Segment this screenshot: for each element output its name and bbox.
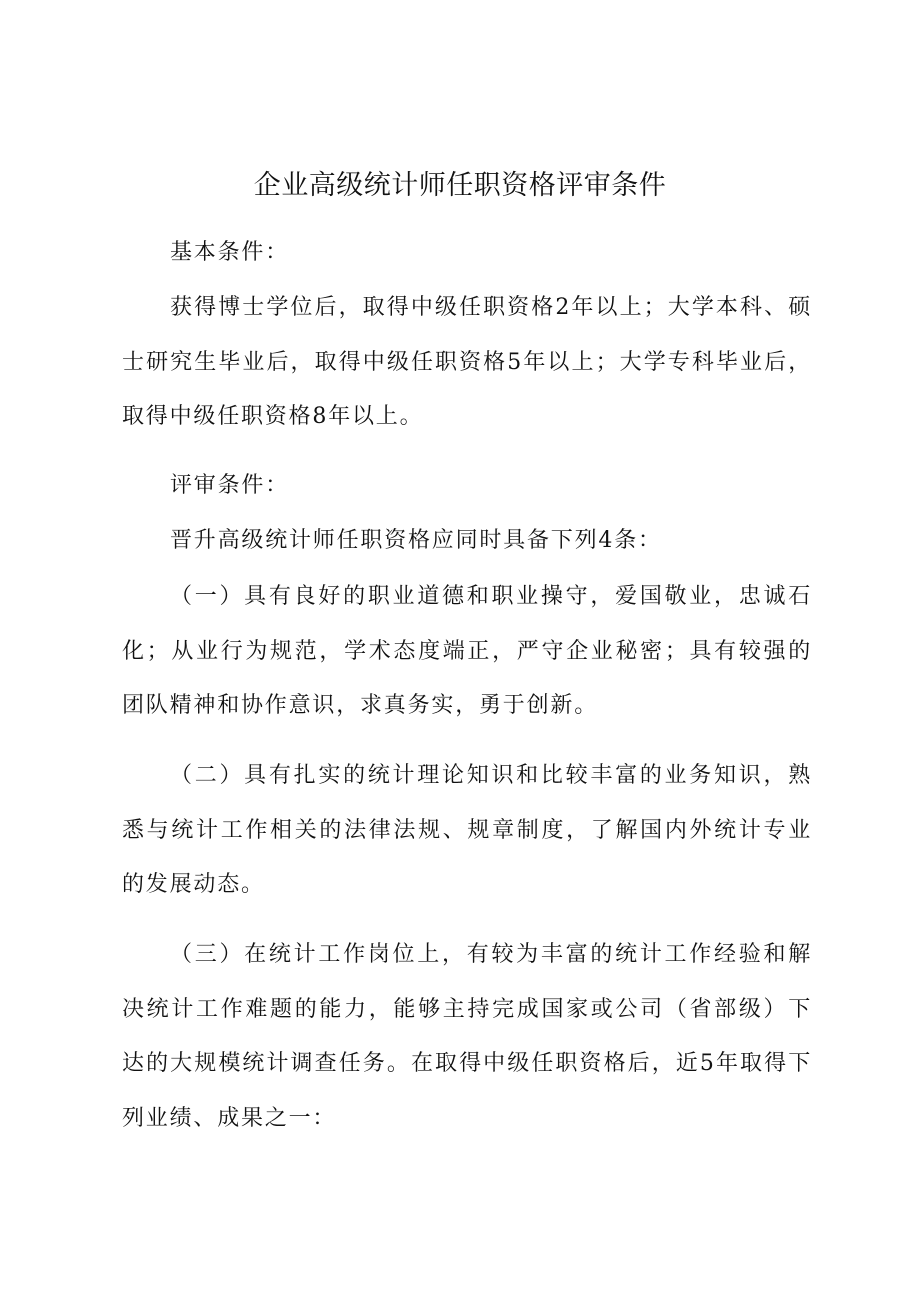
paragraph-review-intro: 晋升高级统计师任职资格应同时具备下列4条： [170, 528, 662, 553]
paragraph-condition-1: （一）具有良好的职业道德和职业操守，爱国敬业，忠诚石化；从业行为规范，学术态度端正，严守企业秘密；具有较强的团队精神和协作意识，求真务实，勇于创新。 [122, 584, 812, 718]
paragraph-condition-2: （二）具有扎实的统计理论知识和比较丰富的业务知识，熟悉与统计工作相关的法律法规、规章制度，了解国内外统计专业的发展动态。 [122, 763, 812, 897]
paragraph-condition-3: （三）在统计工作岗位上，有较为丰富的统计工作经验和解决统计工作难题的能力，能够主持完成国家或公司（省部级）下达的大规模统计调查任务。在取得中级任职资格后，近5年取得下列业绩、成果之一： [122, 942, 812, 1131]
section-heading-review: 评审条件： [170, 473, 290, 498]
paragraph-basic-conditions: 获得博士学位后，取得中级任职资格2年以上；大学本科、硕士研究生毕业后，取得中级任职资格5年以上；大学专科毕业后，取得中级任职资格8年以上。 [122, 295, 812, 429]
section-heading-basic: 基本条件： [170, 240, 290, 265]
document-title: 企业高级统计师任职资格评审条件 [253, 170, 667, 201]
